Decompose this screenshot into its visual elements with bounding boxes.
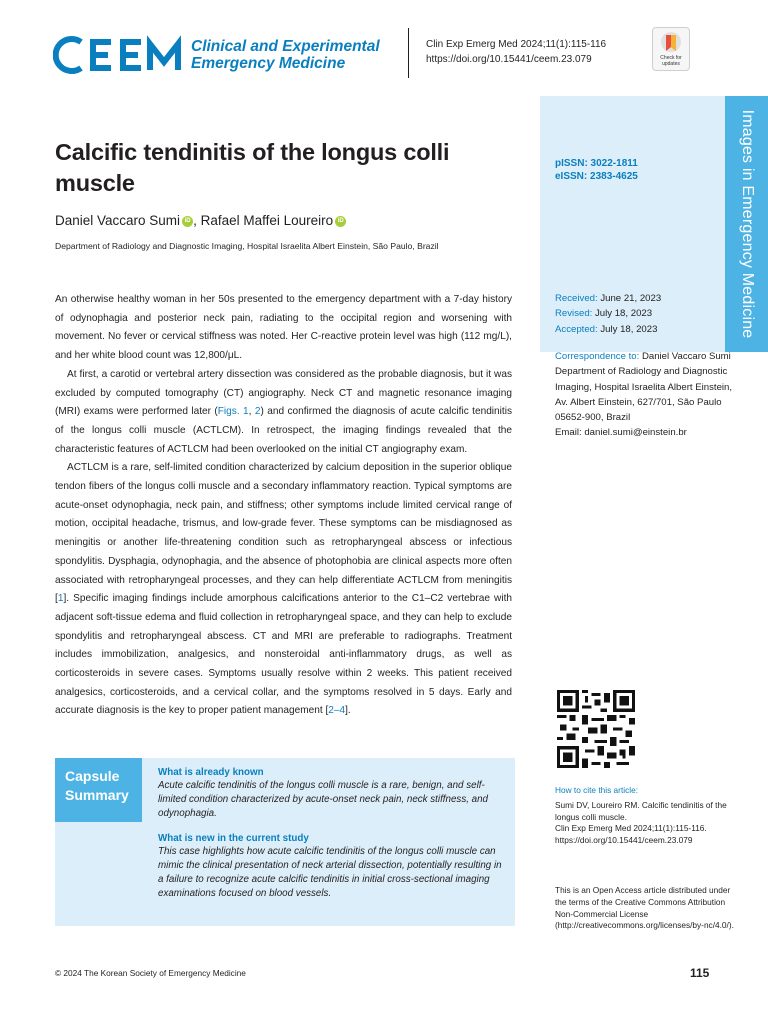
reference-link[interactable]: 2–4	[328, 705, 346, 717]
citation-block	[555, 785, 735, 847]
doi-link[interactable]: https://doi.org/10.15441/ceem.23.079	[426, 53, 592, 65]
figure-link[interactable]: 2	[254, 406, 261, 418]
reference-link[interactable]: 1	[57, 593, 64, 605]
print-issn: pISSN: 3022-1811	[555, 158, 638, 169]
capsule-summary-content	[158, 766, 508, 901]
copyright-notice: © 2024 The Korean Society of Emergency Medicine	[55, 968, 246, 978]
logo-text-line1: Clinical and Experimental	[191, 38, 380, 55]
capsule-heading-line: Capsule	[65, 768, 120, 784]
paragraph-text: ]. Specific imaging findings include amorphous calcifications anterior to the C1–C2 vertebrae with adjacent soft-tissue edema and fluid collection in retropharyngeal space, and they can help to exclude spondylitis and retropharyngeal abscess. CT and MRI are preferable to radiographs. Treatment includes immobilization, analgesics, and nonsteroidal anti-inflammatory drugs, as well as corticosteroids in severe cases. Symptoms usually resolve within 2 weeks. This patient received analgesics, corticosteroids, and a cervical collar, and the symptoms resolved in 5 days. Early and accurate diagnosis is the key to proper patient management [	[55, 593, 512, 717]
citation-label: How to cite this article:	[555, 785, 638, 795]
known-text: Acute calcific tendinitis of the longus colli muscle is a rare, benign, and self-limited condition characterized by acute-onset neck pain, neck stiffness, and odynophagia.	[158, 780, 489, 819]
author-name[interactable]: Rafael Maffei Loureiro	[200, 213, 334, 228]
page-number: 115	[690, 966, 710, 980]
paragraph-text: ].	[345, 705, 351, 717]
body-paragraph	[55, 459, 512, 721]
journal-citation: Clin Exp Emerg Med 2024;11(1):115-116	[426, 39, 607, 50]
journal-citation-block	[426, 38, 606, 67]
author-affiliation: Department of Radiology and Diagnostic Imaging, Hospital Israelita Albert Einstein, São Paulo, Brazil	[55, 241, 439, 251]
correspondence-text: Daniel Vaccaro Sumi Department of Radiology and Diagnostic Imaging, Hospital Israelita Albert Einstein, Av. Albert Einstein, 627/701, São Paulo 05652-900, Brazil	[555, 351, 733, 424]
figure-link[interactable]: Figs. 1	[217, 406, 249, 418]
revised-date: July 18, 2023	[595, 308, 653, 320]
citation-doi[interactable]: https://doi.org/10.15441/ceem.23.079	[555, 835, 693, 846]
paragraph-text: An otherwise healthy woman in her 50s presented to the emergency department with a 7-day history of odynophagia and posterior neck pain, radiating to the occipital region and worsening with movement. No fever or cervical stiffness was noted. Her C-reactive protein level was high (112 mg/L), and her white blood count was 12,800/μL.	[55, 294, 512, 362]
paragraph-text: ,	[248, 406, 255, 418]
body-paragraph	[55, 291, 512, 366]
orcid-icon[interactable]: iD	[182, 216, 193, 227]
issn-block	[555, 157, 638, 183]
new-heading: What is new in the current study	[158, 833, 309, 845]
article-body	[55, 291, 512, 721]
body-paragraph	[55, 366, 512, 460]
ceem-logo-icon	[53, 34, 185, 76]
article-title: Calcific tendinitis of the longus colli muscle	[55, 139, 450, 196]
paragraph-text: ACTLCM is a rare, self-limited condition characterized by calcium deposition in the superior oblique tendon fibers of the longus colli muscle and a secondary inflammatory reaction. Typical symptoms are acute-onset odynophagia, neck pain, and stiffness; other symptoms include limited cervical range of motion, occipital headache, trismus, and low-grade fever. These symptoms can be misdiagnosed as meningitis or another life-threatening condition such as retropharyngeal abscess or infectious spondylitis. Dysphagia, odynophagia, and the absence of photophobia are clinical aspects more often associated with retropharyngeal processes, and they can help differentiate ACTLCM from meningitis [	[55, 462, 512, 605]
correspondence-block	[555, 349, 735, 441]
article-dates	[555, 291, 661, 337]
check-for-updates-badge[interactable]	[652, 27, 690, 71]
logo-text-line2: Emergency Medicine	[191, 55, 346, 72]
author-name[interactable]: Daniel Vaccaro Sumi	[55, 213, 181, 228]
updates-badge-label: Check for updates	[660, 55, 682, 67]
revised-label: Revised:	[555, 308, 593, 320]
correspondence-email[interactable]: Email: daniel.sumi@einstein.br	[555, 427, 687, 439]
received-date: June 21, 2023	[600, 293, 662, 304]
paragraph-text: ) and confirmed the diagnosis of acute calcific tendinitis of the longus colli muscle (ACTLCM). In retrospect, the imaging findings revealed that the characteristic features of ACTLCM had been overlooked on the initial CT angiography exam.	[55, 406, 512, 455]
orcid-icon[interactable]: iD	[335, 216, 346, 227]
known-heading: What is already known	[158, 767, 264, 778]
capsule-heading-line: Summary	[65, 787, 129, 803]
journal-logo	[53, 34, 380, 76]
new-text: This case highlights how acute calcific tendinitis of the longus colli muscle can mimic the clinical presentation of neck arterial dissection, potentially resulting in a failure to recognize acute calcific tendinitis in initial cross-sectional imaging examinations focused on blood vessels.	[158, 846, 502, 899]
bookmark-icon	[660, 31, 682, 55]
accepted-date: July 18, 2023	[600, 323, 658, 335]
qr-code-icon[interactable]	[557, 690, 635, 768]
license-notice: This is an Open Access article distributed under the terms of the Creative Commons Attribution Non-Commercial License (http://creativecommons.org/licenses/by-nc/4.0/).	[555, 885, 734, 931]
citation-line: Sumi DV, Loureiro RM. Calcific tendinitis of the longus colli muscle.	[555, 799, 727, 822]
capsule-summary	[55, 758, 515, 926]
section-tab-label: Images in Emergency Medicine	[738, 109, 756, 339]
section-tab	[725, 96, 768, 352]
paragraph-text: At first, a carotid or vertebral artery dissection was considered as the probable diagnosis, but it was excluded by computed tomography (CT) angiography. Neck CT and magnetic resonance imaging (MRI) exams were performed later (	[55, 368, 512, 418]
header-divider	[408, 28, 409, 78]
received-label: Received:	[555, 293, 598, 304]
accepted-label: Accepted:	[555, 323, 598, 335]
citation-line: Clin Exp Emerg Med 2024;11(1):115-116.	[555, 823, 707, 834]
capsule-summary-heading	[55, 758, 142, 822]
correspondence-label: Correspondence to:	[555, 351, 640, 362]
author-list: Daniel Vaccaro Sumi iD , Rafael Maffei Loureiro iD	[55, 213, 346, 228]
electronic-issn: eISSN: 2383-4625	[555, 171, 638, 182]
